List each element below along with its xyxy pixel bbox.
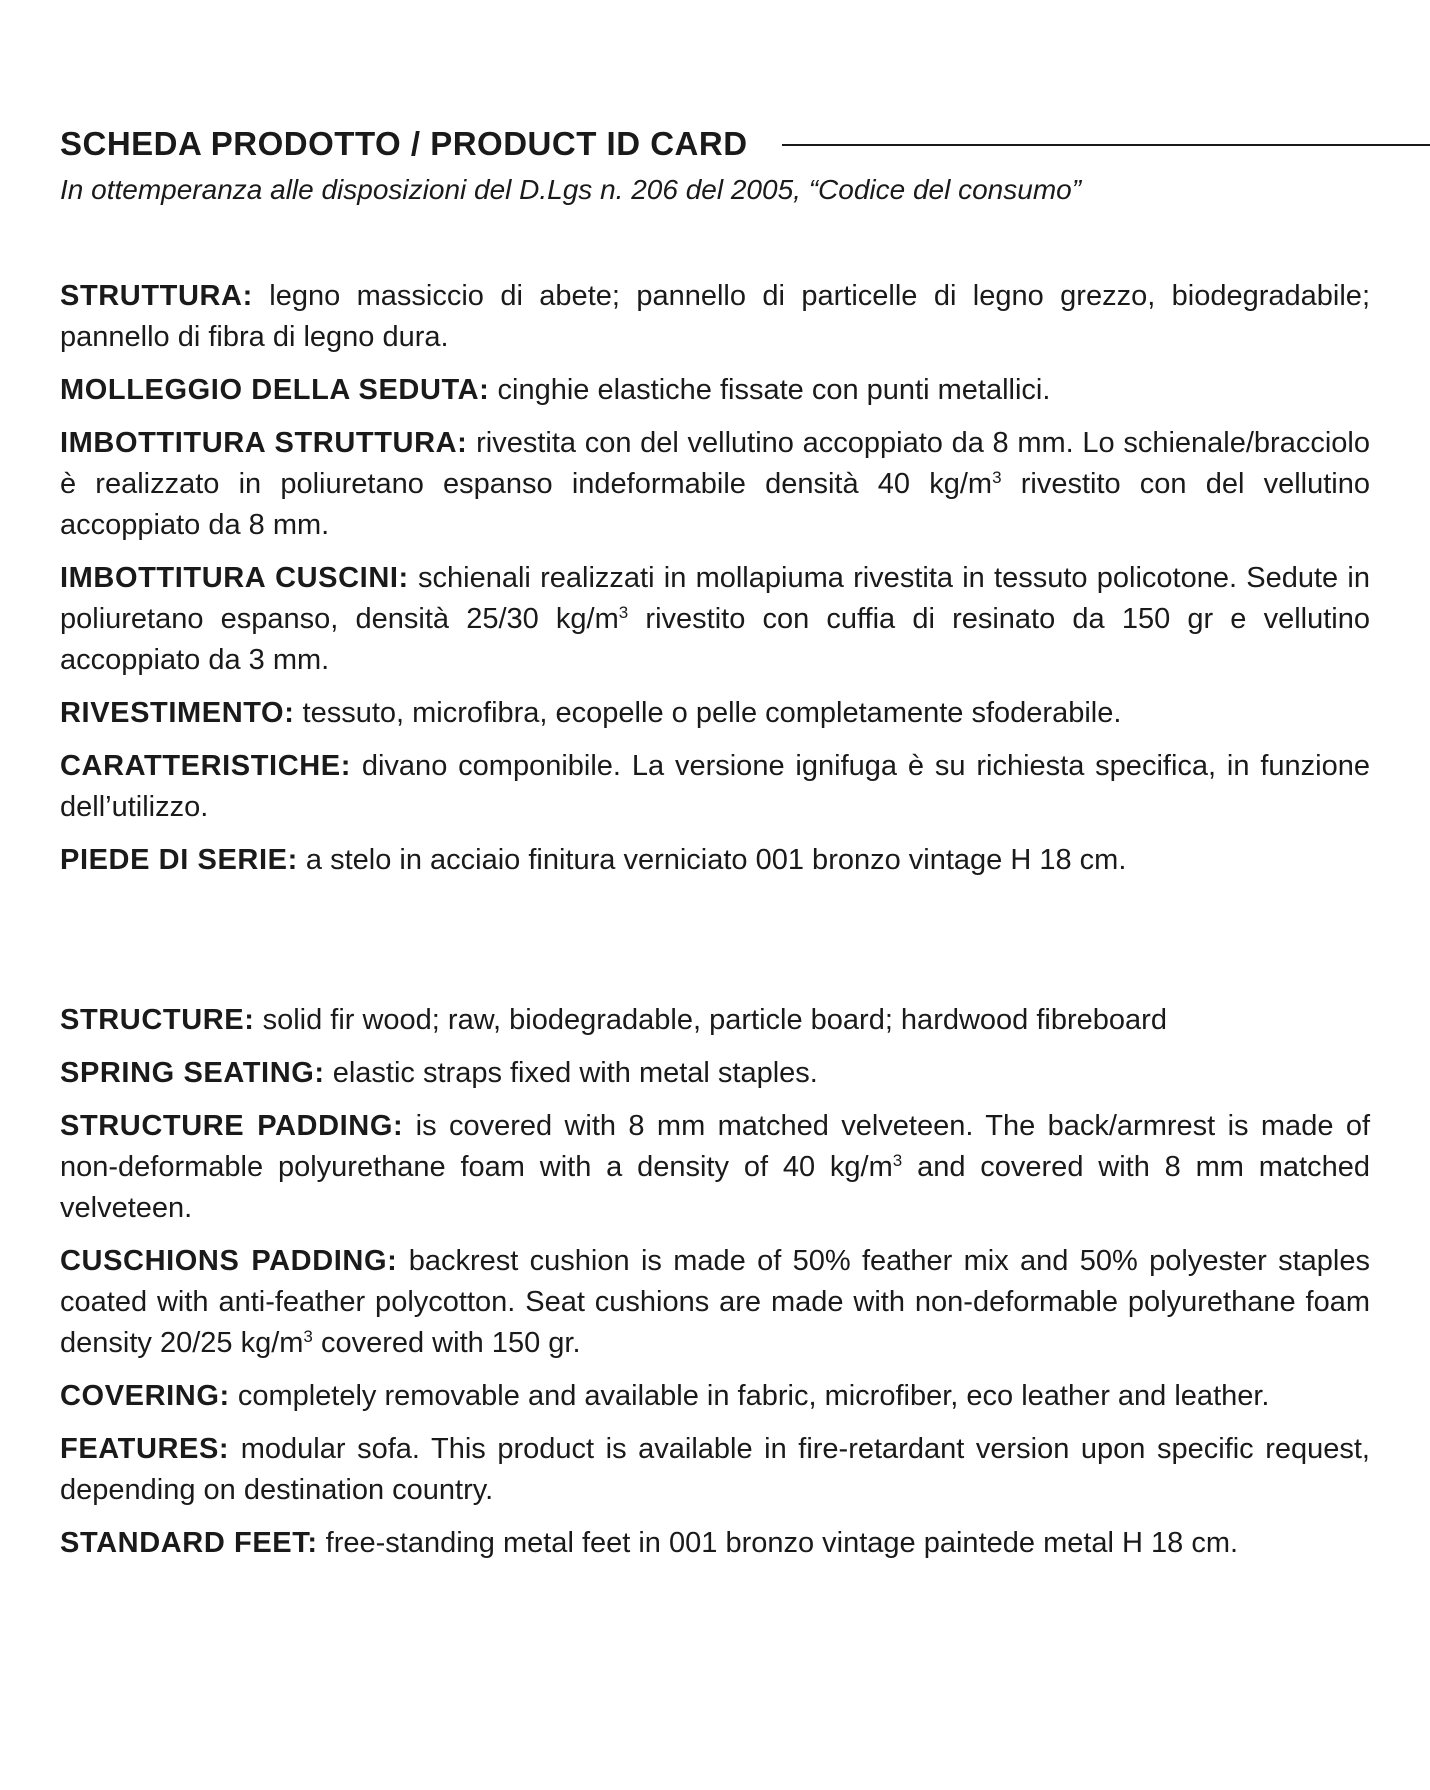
spec-entry-rivestimento (60, 693, 1370, 734)
english-specifications (60, 1000, 1370, 1576)
document-subtitle: In ottemperanza alle disposizioni del D.Lgs n. 206 del 2005, “Codice del consumo” (60, 174, 1082, 205)
spec-label: IMBOTTITURA CUSCINI: (60, 562, 409, 594)
spec-text-continued: covered with 150 gr. (320, 1327, 581, 1359)
title-divider (782, 144, 1430, 146)
spec-entry-standard-feet (60, 1523, 1370, 1564)
document-header (60, 122, 1430, 206)
spec-text: cinghie elastiche fissate con punti metallici. (497, 374, 1051, 406)
spec-label: CUSCHIONS PADDING: (60, 1245, 398, 1277)
spec-text-continued: and covered with 8 mm matched velveteen. (60, 1151, 1370, 1224)
spec-entry-molleggio-della-seduta (60, 370, 1370, 411)
spec-text: is covered with 8 mm matched velveteen. The back/armrest is made of non-deformable polyurethane foam with a density of 40 kg/m (60, 1110, 1371, 1183)
spec-label: RIVESTIMENTO: (60, 697, 295, 729)
spec-text: modular sofa. This product is available in fire-retardant version upon specific request, depending on destination country. (60, 1433, 1370, 1506)
spec-entry-imbottitura-struttura (60, 423, 1370, 546)
spec-entry-structure-padding (60, 1106, 1370, 1229)
superscript-unit: 3 (992, 468, 1002, 487)
spec-text: backrest cushion is made of 50% feather mix and 50% polyester staples coated with anti-feather polycotton. Seat cushions are made with non-deformable polyurethane foam density 20/25 kg/m (60, 1245, 1371, 1359)
superscript-unit: 3 (303, 1327, 313, 1346)
spec-entry-structure (60, 1000, 1370, 1041)
spec-label: CARATTERISTICHE: (60, 750, 351, 782)
title-row (60, 122, 1430, 166)
spec-label: COVERING: (60, 1380, 230, 1412)
spec-text: divano componibile. La versione ignifuga è su richiesta specifica, in funzione dell’utilizzo. (60, 750, 1370, 823)
spec-entry-cushions-padding (60, 1241, 1370, 1364)
spec-entry-spring-seating (60, 1053, 1370, 1094)
spec-entry-covering (60, 1376, 1370, 1417)
spec-label: STRUCTURE: (60, 1004, 255, 1036)
spec-text: legno massiccio di abete; pannello di particelle di legno grezzo, biodegradabile; pannello di fibra di legno dura. (60, 280, 1370, 353)
spec-text: solid fir wood; raw, biodegradable, particle board; hardwood fibreboard (262, 1004, 1167, 1036)
spec-label: STANDARD FEET: (60, 1527, 318, 1559)
spec-entry-struttura (60, 276, 1370, 358)
spec-entry-caratteristiche (60, 746, 1370, 828)
document-title: SCHEDA PRODOTTO / PRODUCT ID CARD (60, 125, 748, 162)
spec-text-continued: rivestito con cuffia di resinato da 150 gr e vellutino accoppiato da 3 mm. (60, 603, 1370, 676)
spec-label: STRUCTURE PADDING: (60, 1110, 404, 1142)
spec-entry-features (60, 1429, 1370, 1511)
spec-label: SPRING SEATING: (60, 1057, 325, 1089)
spec-text-continued: rivestito con del vellutino accoppiato da 8 mm. (60, 468, 1371, 541)
superscript-unit: 3 (892, 1151, 903, 1170)
spec-text: elastic straps fixed with metal staples. (332, 1057, 818, 1089)
spec-entry-piede-di-serie (60, 840, 1370, 881)
spec-text: schienali realizzati in mollapiuma rivestita in tessuto policotone. Sedute in poliuretano espanso, densità 25/30 kg/m (60, 562, 1370, 635)
spec-label: IMBOTTITURA STRUTTURA: (60, 427, 468, 459)
spec-text: completely removable and available in fabric, microfiber, eco leather and leather. (237, 1380, 1270, 1412)
italian-specifications (60, 276, 1370, 893)
spec-text: a stelo in acciaio finitura verniciato 001 bronzo vintage H 18 cm. (305, 844, 1127, 876)
spec-text: free-standing metal feet in 001 bronzo vintage paintede metal H 18 cm. (325, 1527, 1239, 1559)
spec-label: MOLLEGGIO DELLA SEDUTA: (60, 374, 490, 406)
spec-text: tessuto, microfibra, ecopelle o pelle completamente sfoderabile. (302, 697, 1122, 729)
spec-text: rivestita con del vellutino accoppiato da 8 mm. Lo schienale/bracciolo è realizzato in poliuretano espanso indeformabile densità 40 kg/m (60, 427, 1370, 500)
spec-entry-imbottitura-cuscini (60, 558, 1370, 681)
superscript-unit: 3 (618, 603, 629, 622)
spec-label: FEATURES: (60, 1433, 230, 1465)
spec-label: STRUTTURA: (60, 280, 253, 312)
spec-label: PIEDE DI SERIE: (60, 844, 298, 876)
